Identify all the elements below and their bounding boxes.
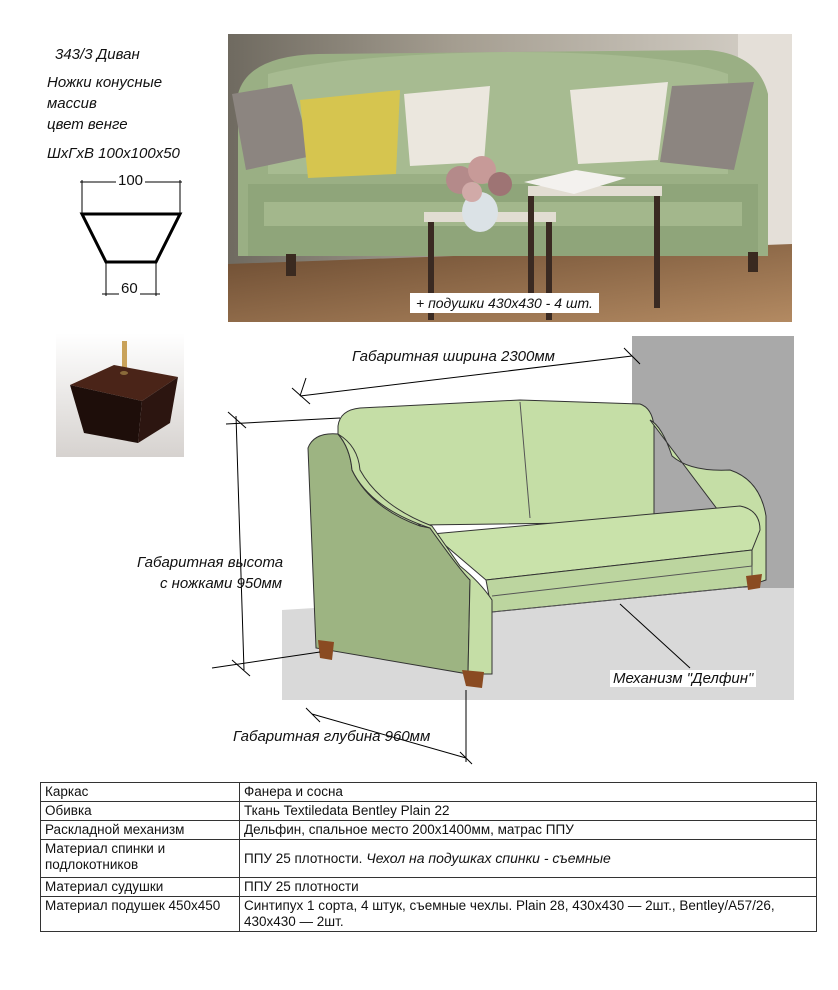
spec-key: Раскладной механизм [41, 821, 240, 840]
interior-photo [228, 34, 792, 322]
spec-value: Фанера и сосна [240, 783, 817, 802]
spec-key: Материал спинки и подлокотников [41, 840, 240, 878]
spec-key: Обивка [41, 802, 240, 821]
leg-drawing [70, 170, 200, 300]
legs-line-1: Ножки конусные [47, 74, 163, 91]
spec-key: Каркас [41, 783, 240, 802]
legs-line-2: массив [47, 95, 97, 112]
leg-bottom-width: 60 [121, 280, 138, 297]
spec-key: Материал судушки [41, 878, 240, 897]
table-row [41, 878, 817, 897]
spec-value-main: ППУ 25 плотности. [244, 851, 363, 866]
spec-value: Синтипух 1 сорта, 4 штук, съемные чехлы. Plain 28, 430х430 — 2шт., Bentley/A57/26, 430х430 — 2шт. [240, 897, 817, 932]
photo-caption: + подушки 430х430 - 4 шт. [410, 293, 599, 313]
table-row [41, 897, 817, 932]
table-row [41, 802, 817, 821]
legs-line-3: цвет венге [47, 116, 128, 133]
specs-table [40, 782, 817, 932]
depth-label: Габаритная глубина 960мм [233, 728, 431, 745]
leg-top-width: 100 [118, 172, 144, 189]
table-row [41, 840, 817, 878]
spec-value: Дельфин, спальное место 200х1400мм, матрас ППУ [240, 821, 817, 840]
legs-description [47, 72, 162, 135]
height-label-line-2: с ножками 950мм [160, 575, 283, 592]
spec-value: Ткань Textiledata Bentley Plain 22 [240, 802, 817, 821]
legs-dimensions [47, 143, 180, 164]
mechanism-label: Механизм "Делфин" [610, 670, 756, 687]
spec-value-extra: Чехол на подушках спинки - съемные [362, 850, 611, 866]
spec-value [240, 840, 817, 878]
product-header [55, 44, 140, 65]
table-row [41, 783, 817, 802]
spec-value: ППУ 25 плотности [240, 878, 817, 897]
legs-dimensions-text: ШхГхВ 100х100х50 [47, 145, 180, 162]
spec-key: Материал подушек 450х450 [41, 897, 240, 932]
product-title: 343/3 Диван [55, 46, 140, 63]
width-label: Габаритная ширина 2300мм [352, 348, 555, 365]
dimension-diagram [0, 330, 838, 770]
height-label-line-1: Габаритная высота [137, 554, 284, 571]
table-row [41, 821, 817, 840]
